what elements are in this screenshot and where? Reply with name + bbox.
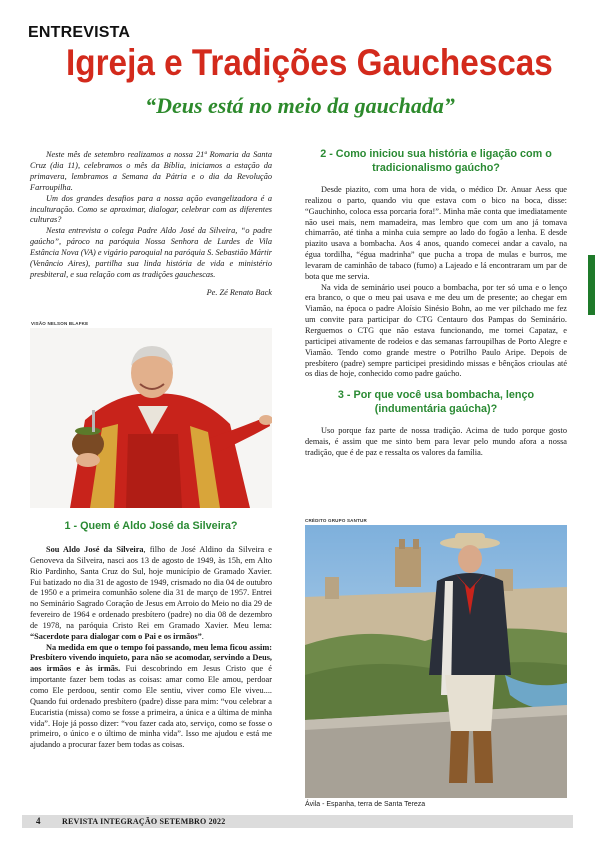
page-edge-tab [588, 255, 595, 315]
answer-3-text [305, 426, 567, 459]
photo-caption: Ávila - Espanha, terra de Santa Tereza [305, 801, 426, 808]
magazine-title: REVISTA INTEGRAÇÃO SETEMBRO 2022 [62, 817, 226, 826]
right-column [305, 148, 567, 459]
answer-1-end: . [201, 631, 204, 641]
priest-portrait-photo [30, 328, 272, 508]
question-1-heading: 1 - Quem é Aldo José da Silveira? [64, 520, 238, 532]
photo-credit: VISÃO NELSON BLAFKE [31, 321, 89, 326]
answer-1-text [30, 545, 272, 751]
intro-paragraph: Um dos grandes desafios para a nossa ação evangelizadora é a inculturação. Como se aproximar, dialogar, celebrar com as diferentes culturas? [30, 193, 272, 225]
article-title: Igreja e Tradições Gauchescas [66, 42, 553, 83]
avila-landscape-illustration [305, 525, 567, 798]
answer-1-text-span: , filho de José Aldino da Silveira e Genoveva da Silveira, nasci aos 13 de agosto de 1949, às 15h, em Alto Rio Pardinho, Santa Cruz do Sul, hoje município de Gramado Xavier. Fui batizado no dia 31 de agosto de 1949, crismado no dia 04 de outubro de 1950 e a primeira comunhão solene dia 31 de março de 1957. Entrei no Seminário Sagrado Coração de Jesus em Arroio do Meio no dia 29 de fevereiro de 1964 e ordenado presbítero (padre) no dia 08 de dezembro de 1978, na paróquia Cristo Rei em Gramado Xavier. Meu lema: [30, 545, 272, 630]
answer-1-name: Sou Aldo José da Silveira [46, 545, 144, 554]
byline: Pe. Zé Renato Back [206, 287, 272, 297]
answer-1-text-span: Fui descobrindo em Jesus Cristo que é importante fazer bem todas as coisas: amar como Ele amou, perdoar como Ele perdoou, sentir como Ele sentiu, viver como Ele viveu.... Quando fui ordenado presbítero (padre) disse para mim: “vou celebrar a Eucaristia (missa) como se fosse a primeira, a única e a última de minha vida”. Hoje já posso dizer: “vou fazer cada ato, serviço, como se fosse o primeiro, o único e o último de minha vida”. Isso me ajudou e está me ajudando a procurar fazer bem todas as coisas. [30, 664, 272, 750]
question-2-heading: 2 - Como iniciou sua história e ligação com o tradicionalismo gaúcho? [320, 148, 552, 174]
answer-1-motto: “Sacerdote para dialogar com o Pai e os irmãos” [30, 631, 202, 641]
answer-2-paragraph: Desde piazito, com uma hora de vida, o médico Dr. Anuar Aess que realizou o parto, quando viu que estava com o bico na boca, disse: “Gauchinho, coloca essa porcaria fora!”. Minha mãe conta que imediatamente não usei mais, nem mamadeira, mas lembro que com um ano já tomava chimarrão, até tinha a minha cuia sempre ao lado do fogão a lenha. E desde piazito usava a bombacha. Aos 4 anos, quando comecei andar a cavalo, na égua tordilha, “égua madrinha” que pucha a tropa de mulas e burros, me levaram de caminhão de tabaco (fumo) a Lajeado e lá encontraram um par de bota que me servia. [305, 185, 567, 281]
answer-1-paragraph [30, 643, 272, 751]
article-subtitle: “Deus está no meio da gauchada” [145, 93, 455, 118]
intro-column [30, 150, 272, 297]
intro-paragraph: Neste mês de setembro realizamos a nossa 21ª Romaria da Santa Cruz (dia 11), celebramos o mês da Bíblia, iniciamos a estação da primavera, lembramos a Semana da Pátria e o dia da Revolução Farroupilha. [30, 150, 272, 192]
priest-portrait-illustration [30, 328, 272, 508]
page-number: 4 [36, 816, 41, 826]
avila-photo [305, 525, 567, 798]
answer-2-text [305, 185, 567, 380]
answer-2-paragraph: Na vida de seminário usei pouco a bombacha, por ter só uma e o lenço era branco, o que o meu pai usava e me deu um de presente; ao chegar em Viamão, na época o padre Aloísio Sinésio Bohn, ao me ver pilchado me fez um convite para participar do CTG Centauro dos Pampas do Seminário. Rerguemos o CTG que não estava funcionando, me tornei Capataz, e participei ativamente de rodeios e das semanas farroupilhas de Porto Alegre e Viamão. Tendo como grande mestre o Potrilho Paulo Aripe. Depois de presbítero (padre) sempre participei presidindo missas e bênçãos crioulas até os dias de hoje, conhecido como padre gaúcho. [305, 282, 567, 379]
page-footer [22, 815, 573, 828]
answer-1-paragraph [30, 545, 272, 643]
photo-credit: CRÉDITO GRUPO SANTUR [305, 518, 367, 523]
answer-1-motto-2: Na medida em que o tempo foi passando, meu lema ficou assim: Presbítero vivendo inquieto, para não se acomodar, servindo a Deus, aos irmãos e às irmãs. [30, 642, 272, 674]
intro-text [30, 150, 272, 281]
intro-paragraph: Nesta entrevista o colega Padre Aldo José da Silveira, “o padre gaúcho”, pároco na paróquia Nossa Senhora de Lurdes de Vila Estância Nova (VA) e vigário paroquial na paróquia S. Sebastião Mártir (Venâncio Aires), partilha sua linda história de vida e ministério presbiteral, e sua relação com as tradições gauchescas. [30, 226, 272, 279]
section-kicker: ENTREVISTA [28, 24, 131, 41]
question-3-heading: 3 - Por que você usa bombacha, lenço (indumentária gaúcha)? [337, 389, 535, 415]
answer-3-paragraph: Uso porque faz parte de nossa tradição. Acima de tudo porque gosto demais, é assim que me sinto bem para levar pelo mundo afora a nossa tradição, que é de paz e ressalta os valores da família. [305, 426, 567, 457]
